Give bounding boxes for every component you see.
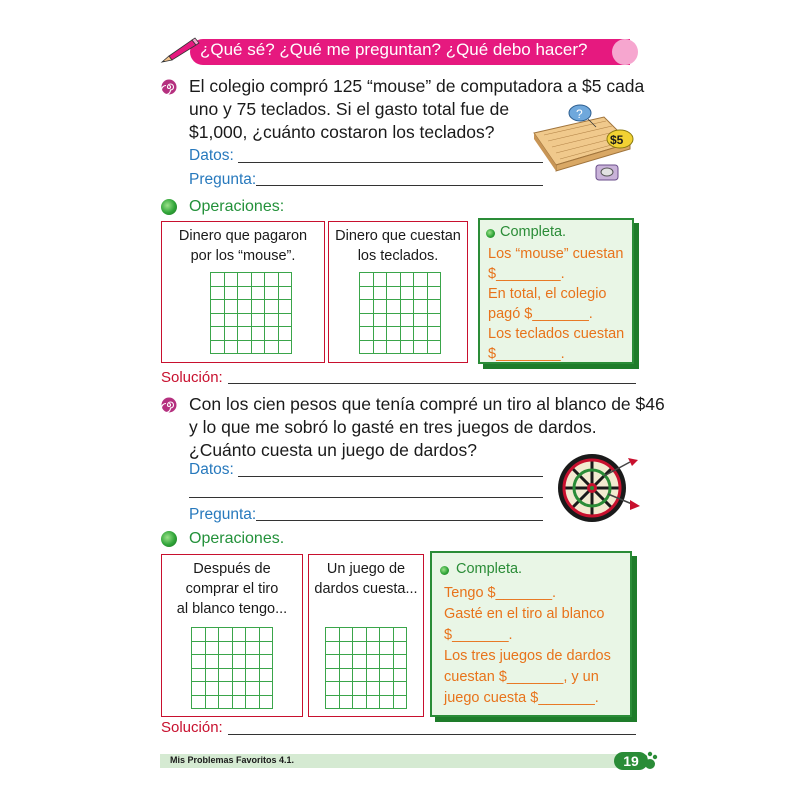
problem1-box-payment-mouse bbox=[161, 221, 325, 363]
footer-title: Mis Problemas Favoritos 4.1. bbox=[170, 755, 295, 765]
problem2-datos-line-2[interactable] bbox=[189, 497, 543, 498]
spiral-bullet-icon bbox=[161, 79, 177, 95]
problem1-solution-label: Solución: bbox=[161, 369, 223, 386]
box-title-line: dardos cuesta... bbox=[314, 581, 418, 597]
problem2-pregunta-label: Pregunta: bbox=[189, 506, 257, 523]
keyboard-mouse-illustration bbox=[526, 103, 644, 183]
complete-line: Los “mouse” cuestan bbox=[488, 246, 624, 262]
complete-line: Gasté en el tiro al blanco bbox=[444, 606, 605, 622]
problem2-pregunta-line[interactable] bbox=[256, 520, 543, 521]
calculation-grid[interactable] bbox=[325, 627, 407, 709]
complete-line: cuestan $_______, y un bbox=[444, 669, 599, 685]
problem2-datos-line[interactable] bbox=[238, 476, 543, 477]
box-title-line: Dinero que pagaron bbox=[178, 228, 308, 244]
problem1-datos-line[interactable] bbox=[238, 162, 543, 163]
problem1-box-keyboards-cost bbox=[328, 221, 468, 363]
problem1-datos-label: Datos: bbox=[189, 147, 234, 164]
svg-text:?: ? bbox=[576, 107, 583, 121]
header-banner-cap bbox=[612, 39, 638, 65]
problem1-pregunta-label: Pregunta: bbox=[189, 171, 257, 188]
problem2-operations-title: Operaciones. bbox=[189, 530, 285, 547]
calculation-grid[interactable] bbox=[191, 627, 273, 709]
page-number: 19 bbox=[614, 752, 648, 770]
problem1-text-line2: uno y 75 teclados. Si el gasto total fue de bbox=[189, 99, 510, 119]
problem1-solution-line[interactable] bbox=[228, 383, 636, 384]
box-title-line: Dinero que cuestan bbox=[335, 228, 461, 244]
box-title-line: al blanco tengo... bbox=[176, 601, 288, 617]
problem2-box-dart-cost bbox=[308, 554, 424, 717]
box-title-line: comprar el tiro bbox=[185, 581, 279, 597]
complete-title: Completa. bbox=[500, 224, 567, 240]
green-dot-icon bbox=[161, 531, 177, 547]
svg-text:$5: $5 bbox=[610, 133, 624, 147]
pencil-icon bbox=[160, 36, 202, 66]
green-dot-icon bbox=[161, 199, 177, 215]
green-dot-icon bbox=[486, 229, 495, 238]
box-title-line: Un juego de bbox=[326, 561, 406, 577]
complete-line: juego cuesta $_______. bbox=[444, 690, 599, 706]
problem1-pregunta-line[interactable] bbox=[256, 185, 543, 186]
header-banner-text: ¿Qué sé? ¿Qué me preguntan? ¿Qué debo hacer? bbox=[200, 40, 588, 59]
complete-line: $________. bbox=[488, 266, 565, 282]
spiral-bullet-icon bbox=[161, 397, 177, 413]
box-title-line: Después de bbox=[193, 561, 271, 577]
calculation-grid[interactable] bbox=[210, 272, 292, 354]
complete-line: Los teclados cuestan bbox=[488, 326, 625, 342]
complete-line: $________. bbox=[488, 346, 565, 362]
problem2-solution-label: Solución: bbox=[161, 719, 223, 736]
problem1-complete-box bbox=[478, 218, 634, 364]
complete-title: Completa. bbox=[456, 561, 523, 577]
box-title-line: por los “mouse”. bbox=[190, 248, 296, 264]
dartboard-illustration bbox=[552, 448, 642, 528]
complete-line: $_______. bbox=[444, 627, 513, 643]
problem1-text-line3: $1,000, ¿cuánto costaron los teclados? bbox=[189, 122, 495, 142]
complete-line: Tengo $_______. bbox=[444, 585, 557, 601]
problem2-datos-label: Datos: bbox=[189, 461, 234, 478]
complete-line: Los tres juegos de dardos bbox=[444, 648, 611, 664]
problem2-text-line1: Con los cien pesos que tenía compré un tiro al blanco de $46 bbox=[189, 394, 665, 414]
problem2-text-line2: y lo que me sobró lo gasté en tres juegos de dardos. bbox=[189, 417, 597, 437]
problem2-solution-line[interactable] bbox=[228, 734, 636, 735]
complete-line: En total, el colegio bbox=[488, 286, 607, 302]
paw-print-icon bbox=[642, 749, 660, 771]
problem1-operations-title: Operaciones: bbox=[189, 198, 285, 215]
problem2-box-money-left bbox=[161, 554, 303, 717]
problem2-complete-box bbox=[430, 551, 632, 717]
box-title-line: los teclados. bbox=[357, 248, 439, 264]
problem1-text-line1: El colegio compró 125 “mouse” de computadora a $5 cada bbox=[189, 76, 645, 96]
green-dot-icon bbox=[440, 566, 449, 575]
calculation-grid[interactable] bbox=[359, 272, 441, 354]
problem2-text-line3: ¿Cuánto cuesta un juego de dardos? bbox=[189, 440, 477, 460]
complete-line: pagó $_______. bbox=[488, 306, 593, 322]
